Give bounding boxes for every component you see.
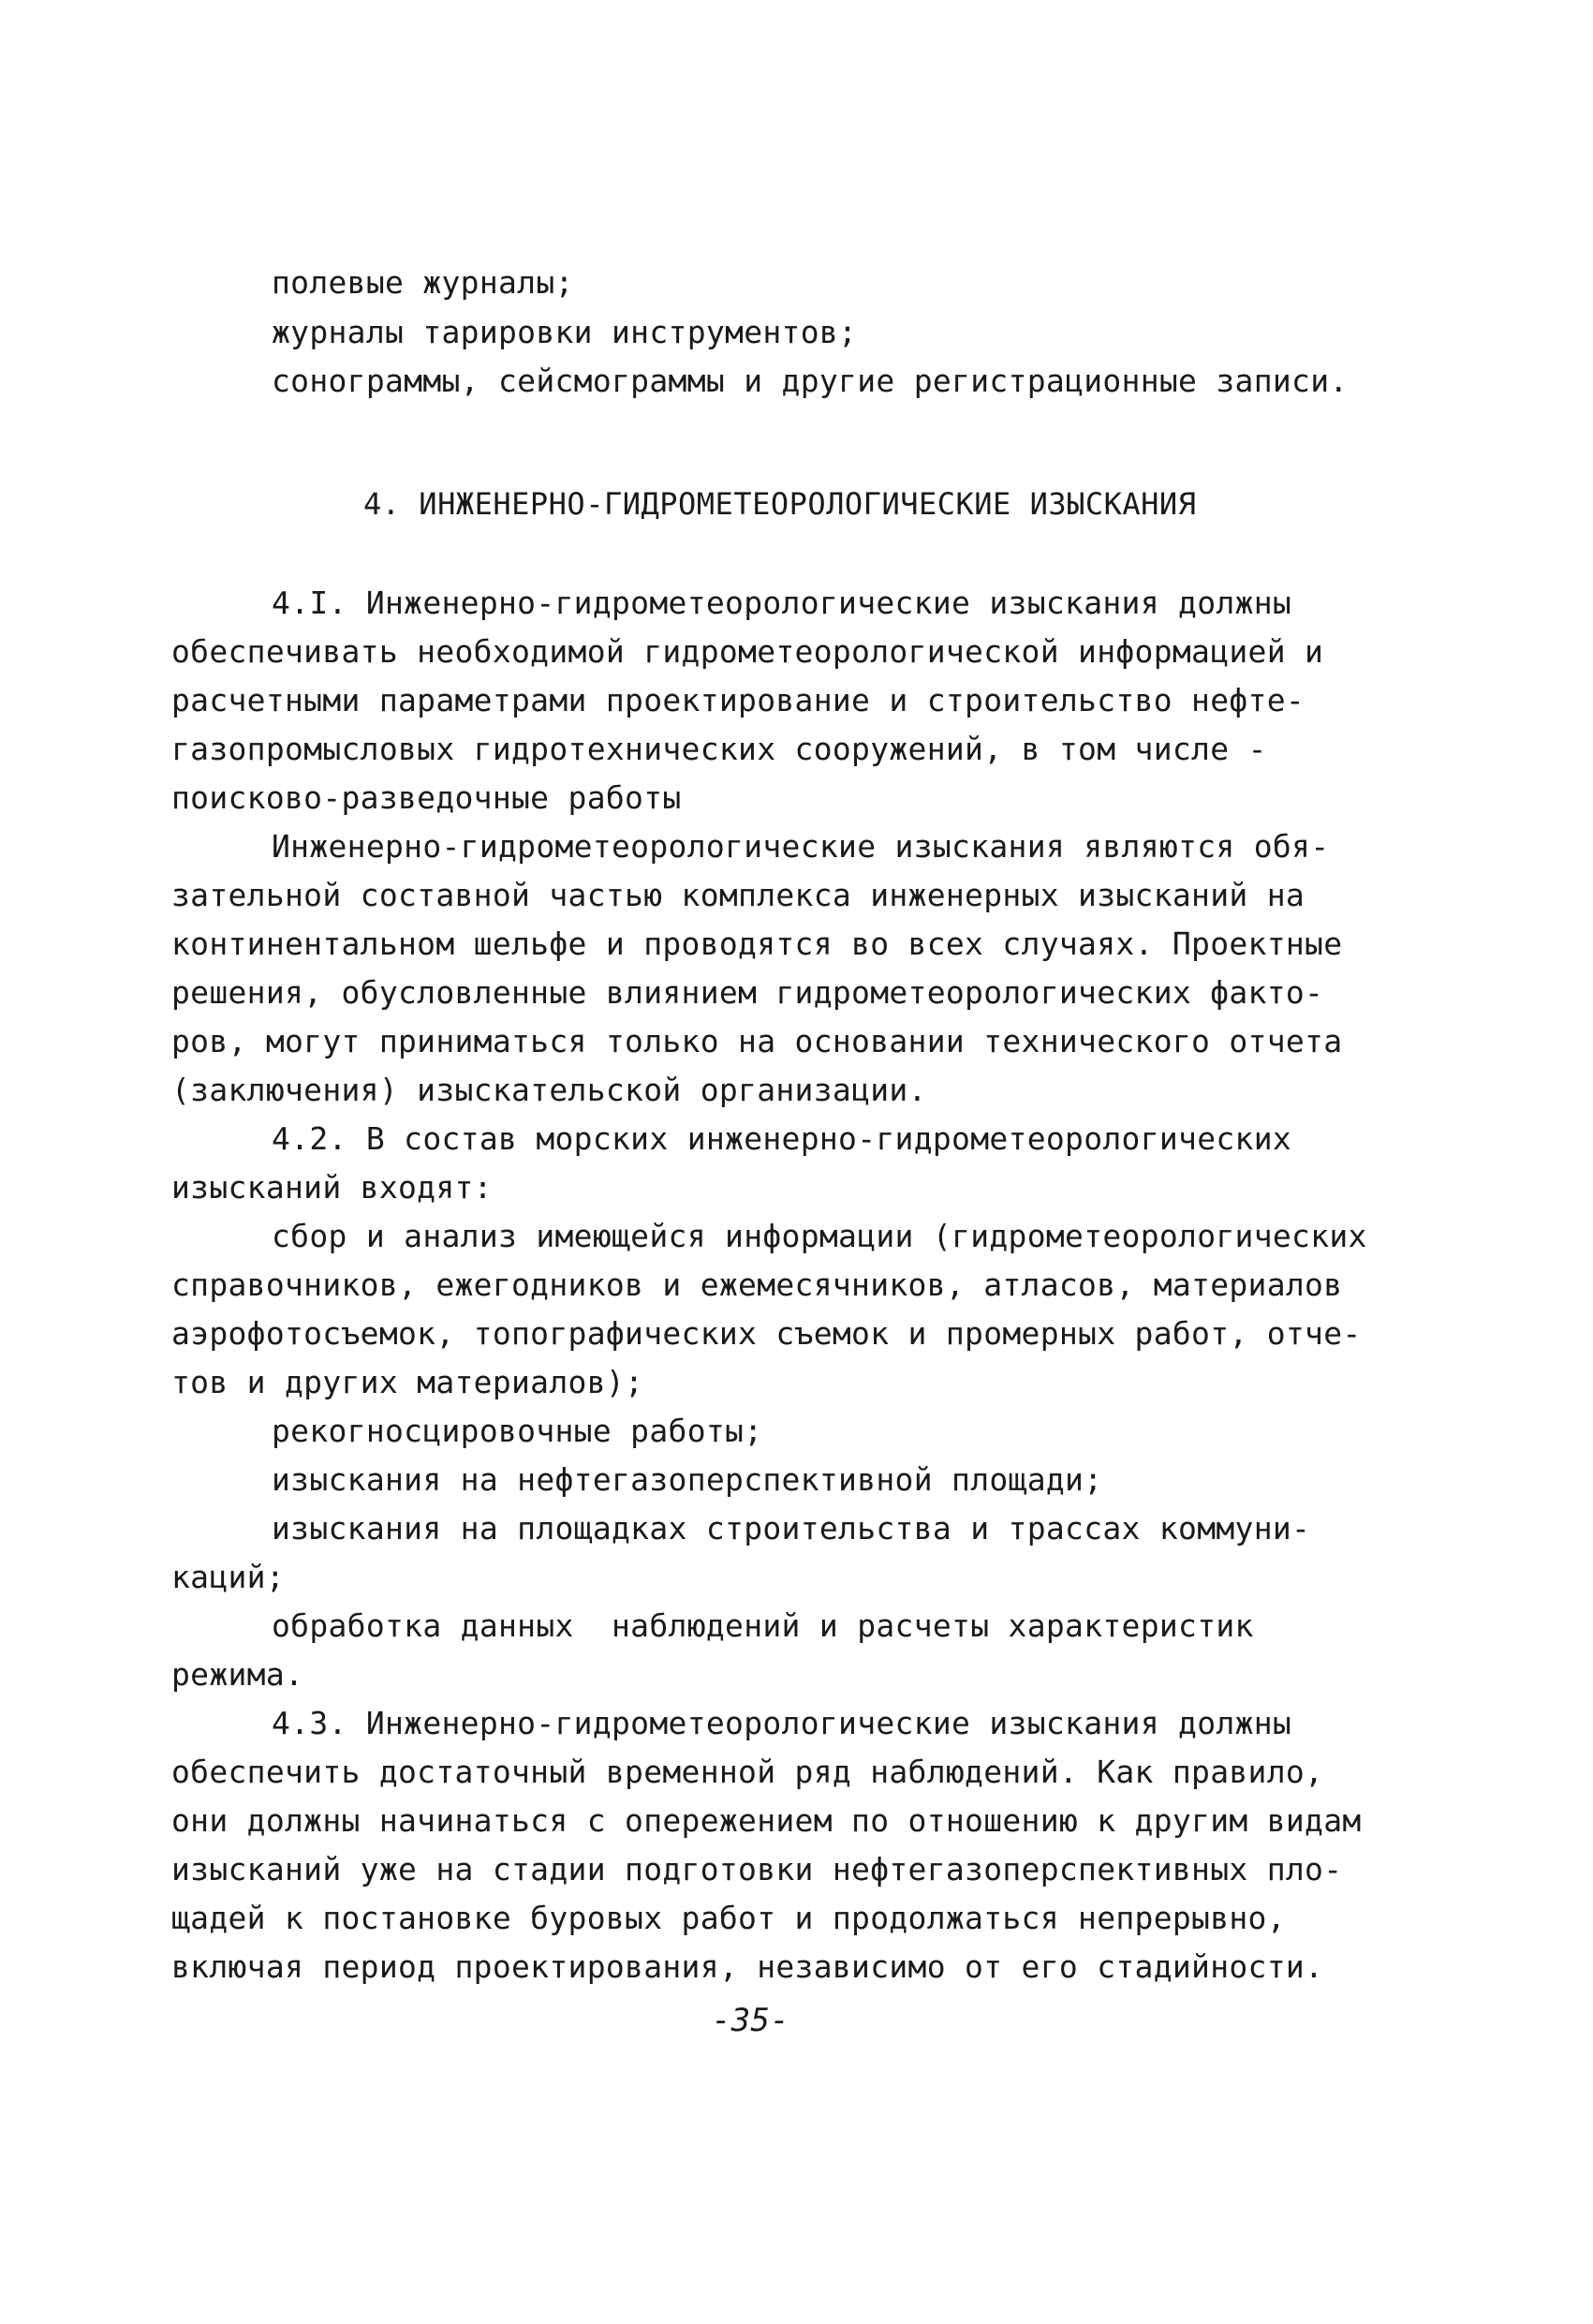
body-line: обеспечивать необходимой гидрометеорологической информацией и xyxy=(171,633,1324,670)
body-line: они должны начинаться с опережением по отношению к другим видам xyxy=(171,1802,1362,1839)
body-line: ров, могут приниматься только на основании технического отчета xyxy=(171,1023,1343,1059)
body-line: тов и других материалов); xyxy=(171,1364,644,1400)
body-line: аэрофотосъемок, топографических съемок и промерных работ, отче- xyxy=(171,1315,1362,1352)
body-line: 4.3. Инженерно-гидрометеорологические изыскания должны xyxy=(272,1705,1292,1741)
intro-line: полевые журналы; xyxy=(272,264,574,301)
body-line: изысканий входят: xyxy=(171,1169,493,1206)
section-heading: 4. ИНЖЕНЕРНО-ГИДРОМЕТЕОРОЛОГИЧЕСКИЕ ИЗЫСКАНИЯ xyxy=(363,486,1197,522)
body-line: сбор и анализ имеющейся информации (гидрометеорологических xyxy=(272,1218,1367,1254)
body-line: рекогносцировочные работы; xyxy=(272,1413,763,1449)
body-line: зательной составной частью комплекса инженерных изысканий на xyxy=(171,877,1305,913)
page-number: -35- xyxy=(712,2002,790,2039)
body-line: обеспечить достаточный временной ряд наблюдений. Как правило, xyxy=(171,1754,1324,1790)
intro-line: журналы тарировки инструментов; xyxy=(272,314,858,350)
body-line: изысканий уже на стадии подготовки нефтегазоперспективных пло- xyxy=(171,1851,1343,1887)
body-line: справочников, ежегодников и ежемесячников, атласов, материалов xyxy=(171,1266,1343,1303)
intro-line: сонограммы, сейсмограммы и другие регистрационные записи. xyxy=(272,363,1349,399)
body-line: щадей к постановке буровых работ и продолжаться непрерывно, xyxy=(171,1900,1286,1936)
body-line: газопромысловых гидротехнических сооружений, в том числе - xyxy=(171,731,1267,767)
body-line: режима. xyxy=(171,1656,304,1693)
body-line: поисково-разведочные работы xyxy=(171,779,682,816)
body-line: Инженерно-гидрометеорологические изыскания являются обя- xyxy=(272,828,1330,865)
body-line: изыскания на нефтегазоперспективной площади; xyxy=(272,1461,1103,1498)
body-line: изыскания на площадках строительства и трассах коммуни- xyxy=(272,1510,1311,1547)
body-line: расчетными параметрами проектирование и строительство нефте- xyxy=(171,682,1305,718)
body-line: каций; xyxy=(171,1559,286,1595)
body-line: 4.I. Инженерно-гидрометеорологические изыскания должны xyxy=(272,585,1292,621)
body-line: 4.2. В состав морских инженерно-гидрометеорологических xyxy=(272,1120,1292,1157)
body-line: включая период проектирования, независимо от его стадийности. xyxy=(171,1948,1324,1985)
body-line: континентальном шельфе и проводятся во всех случаях. Проектные xyxy=(171,925,1343,962)
body-line: (заключения) изыскательской организации. xyxy=(171,1072,927,1108)
body-line: решения, обусловленные влиянием гидрометеорологических факто- xyxy=(171,974,1324,1011)
body-line: обработка данных наблюдений и расчеты характеристик xyxy=(272,1607,1254,1644)
